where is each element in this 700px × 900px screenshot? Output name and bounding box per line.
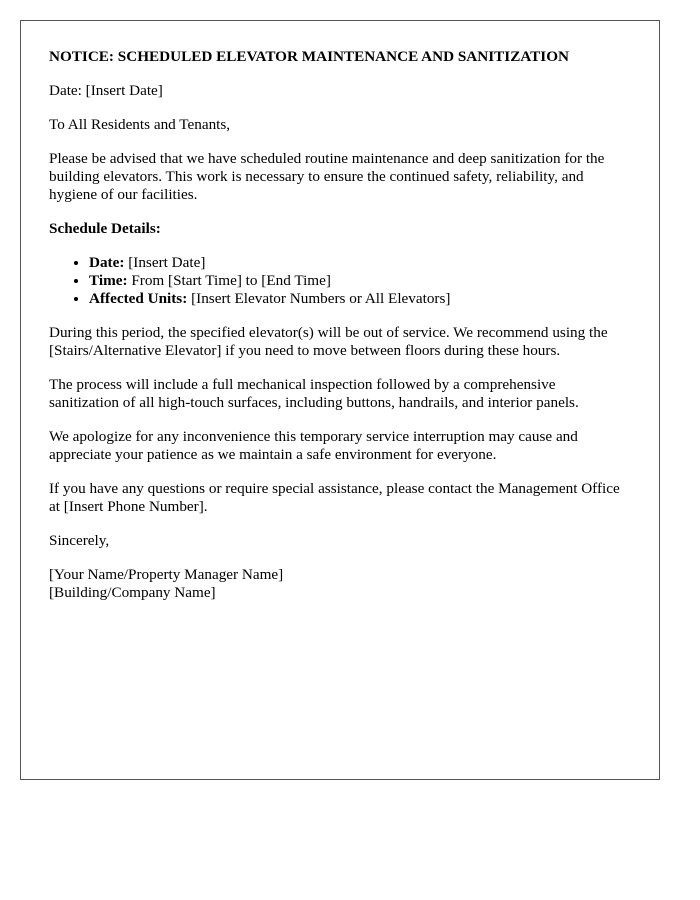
schedule-item-label: Affected Units: (89, 290, 188, 307)
schedule-item-date (89, 254, 629, 272)
schedule-item-units (89, 290, 629, 308)
notice-title: NOTICE: SCHEDULED ELEVATOR MAINTENANCE AND SANITIZATION (49, 48, 569, 65)
date-line: Date: [Insert Date] (49, 82, 163, 99)
apology-paragraph: We apologize for any inconvenience this temporary service interruption may cause and appreciate your patience as we maintain a safe environment for everyone. (49, 428, 578, 463)
schedule-item-time (89, 272, 629, 290)
schedule-item-label: Time: (89, 272, 128, 289)
service-paragraph: During this period, the specified elevator(s) will be out of service. We recommend using the [Stairs/Alternative Elevator] if you need to move between floors during these hours. (49, 324, 608, 359)
process-paragraph: The process will include a full mechanical inspection followed by a comprehensive sanitization of all high-touch surfaces, including buttons, handrails, and interior panels. (49, 376, 579, 411)
schedule-item-value: [Insert Elevator Numbers or All Elevators] (187, 290, 451, 307)
intro-paragraph: Please be advised that we have scheduled routine maintenance and deep sanitization for the building elevators. This work is necessary to ensure the continued safety, reliability, and hygiene of our facilities. (49, 150, 605, 203)
schedule-item-value: [Insert Date] (124, 254, 206, 271)
signature-name: [Your Name/Property Manager Name] (49, 566, 284, 583)
schedule-list (49, 254, 629, 308)
notice-content (49, 48, 629, 602)
signature-block (49, 566, 629, 602)
notice-page (20, 20, 660, 780)
contact-paragraph: If you have any questions or require special assistance, please contact the Management Office at [Insert Phone Number]. (49, 480, 620, 515)
signature-company: [Building/Company Name] (49, 584, 216, 601)
closing: Sincerely, (49, 532, 110, 549)
schedule-item-label: Date: (89, 254, 125, 271)
salutation: To All Residents and Tenants, (49, 116, 231, 133)
schedule-heading: Schedule Details: (49, 220, 161, 237)
schedule-item-value: From [Start Time] to [End Time] (127, 272, 331, 289)
